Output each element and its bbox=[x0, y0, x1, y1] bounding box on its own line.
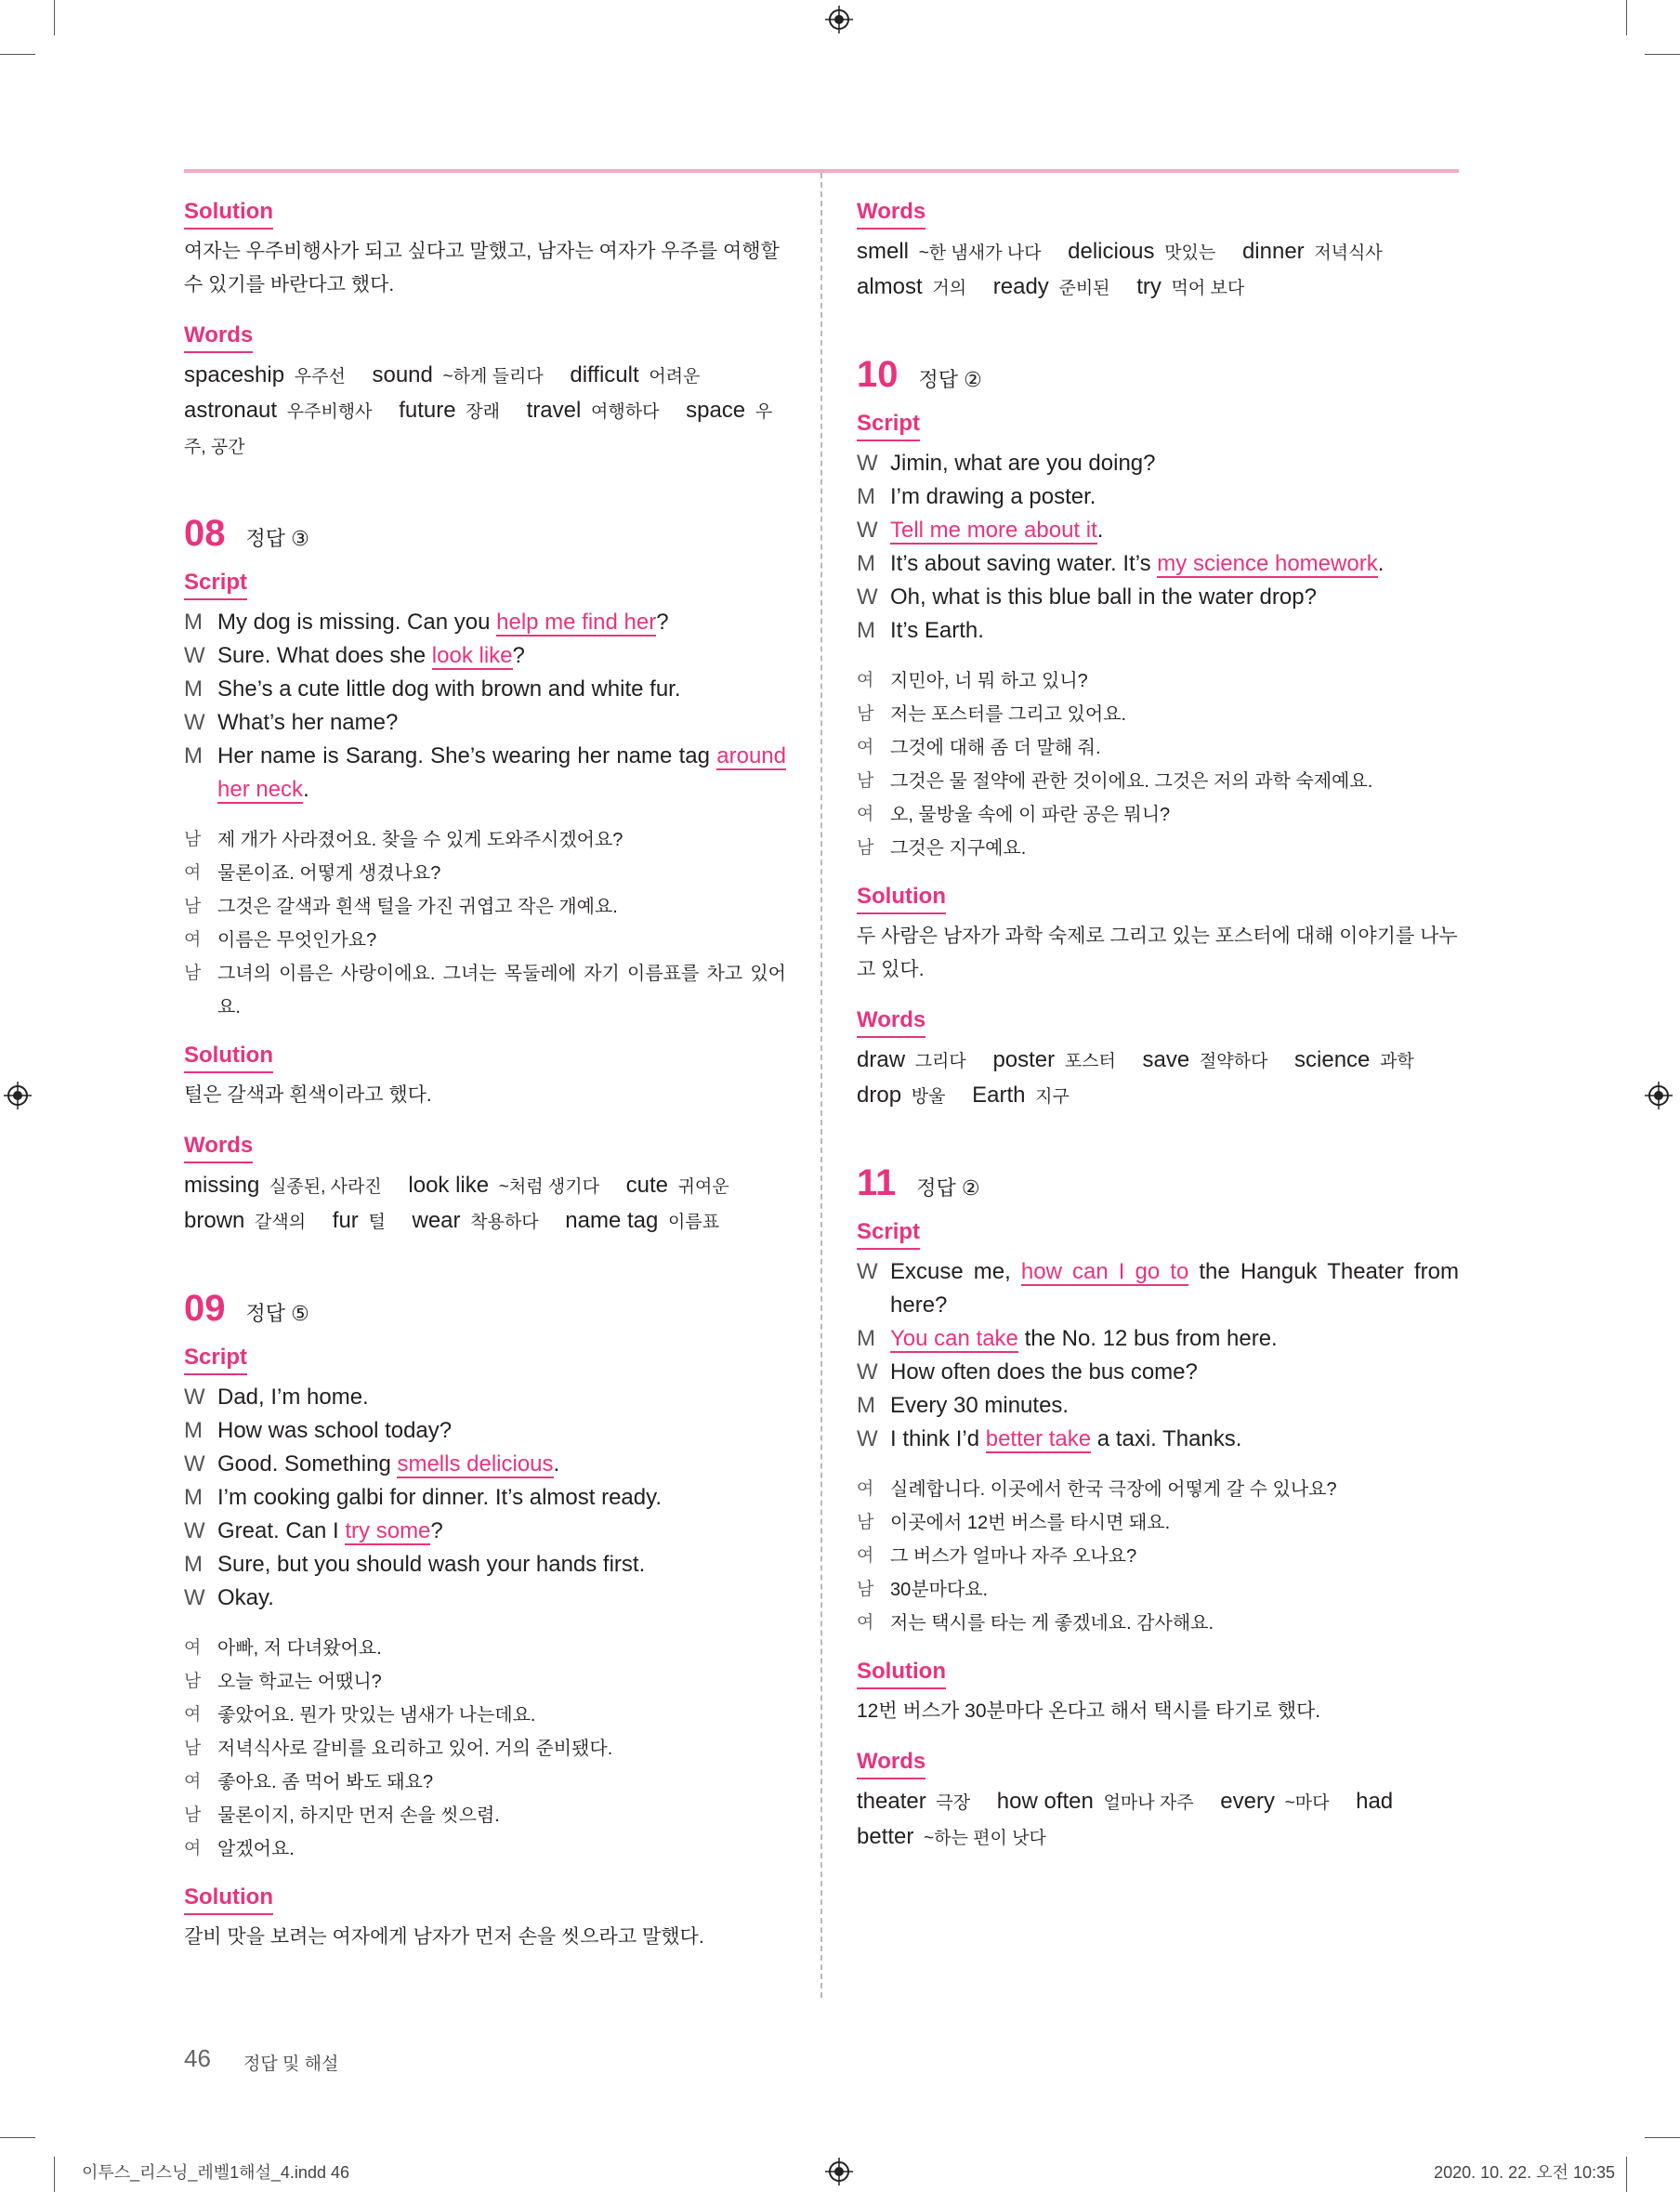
speaker: 여 bbox=[857, 805, 874, 824]
word-ko: 먹어 보다 bbox=[1171, 279, 1245, 298]
script-text: Great. Can I try some? bbox=[217, 1518, 443, 1543]
script-text: Sure. What does she look like? bbox=[217, 643, 525, 668]
translation-text: 물론이죠. 어떻게 생겼나요? bbox=[217, 863, 441, 884]
speaker: 남 bbox=[857, 771, 874, 791]
highlight-phrase: You can take bbox=[890, 1326, 1018, 1351]
translation bbox=[184, 1632, 786, 1866]
translation-text: 실례합니다. 이곳에서 한국 극장에 어떻게 갈 수 있나요? bbox=[890, 1479, 1337, 1500]
speaker: 여 bbox=[857, 671, 874, 690]
script-line bbox=[857, 614, 1459, 648]
registration-mark-icon bbox=[4, 1082, 32, 1109]
question-number: 11 bbox=[857, 1162, 897, 1203]
translation-text: 이곳에서 12번 버스를 타시면 돼요. bbox=[890, 1513, 1171, 1533]
translation-text: 그것은 물 절약에 관한 것이에요. 그것은 저의 과학 숙제예요. bbox=[890, 771, 1373, 792]
highlight-phrase: how can I go to bbox=[1020, 1259, 1189, 1284]
word-en: brown bbox=[184, 1208, 245, 1233]
word-en: spaceship bbox=[184, 362, 285, 387]
script-text: Excuse me, how can I go to the Hanguk Theater from here? bbox=[890, 1259, 1459, 1318]
word-en: missing bbox=[184, 1173, 260, 1198]
highlight-phrase: try some bbox=[345, 1518, 431, 1543]
highlight-phrase: smells delicious bbox=[397, 1451, 554, 1477]
script-line bbox=[184, 1414, 786, 1448]
word-ko: 우주비행사 bbox=[286, 402, 373, 422]
word-en: ready bbox=[992, 274, 1049, 299]
answer-key: 정답 ③ bbox=[245, 527, 309, 550]
word-list bbox=[184, 1169, 786, 1240]
word-ko: 방울 bbox=[911, 1087, 946, 1107]
translation-text: 그 버스가 얼마나 자주 오나요? bbox=[890, 1546, 1137, 1567]
speaker: 여 bbox=[184, 1839, 202, 1858]
words-label: Words bbox=[184, 321, 253, 353]
translation-line bbox=[184, 1765, 786, 1799]
word-ko: ~하게 들리다 bbox=[442, 367, 544, 387]
word-en: almost bbox=[857, 274, 923, 299]
solution-label: Solution bbox=[857, 882, 946, 914]
translation-text: 제 개가 사라졌어요. 찾을 수 있게 도와주시겠어요? bbox=[217, 830, 623, 850]
translation-text: 그것은 갈색과 흰색 털을 가진 귀엽고 작은 개예요. bbox=[217, 897, 618, 917]
translation-text: 그것에 대해 좀 더 말해 줘. bbox=[890, 738, 1101, 758]
script-text: Every 30 minutes. bbox=[890, 1393, 1070, 1418]
crop-mark bbox=[0, 2137, 35, 2138]
words-label: Words bbox=[857, 1747, 925, 1779]
translation-text: 저녁식사로 갈비를 요리하고 있어. 거의 준비됐다. bbox=[217, 1739, 613, 1759]
translation-text: 좋았어요. 뭔가 맛있는 냄새가 나는데요. bbox=[217, 1705, 536, 1726]
script-line bbox=[857, 447, 1459, 480]
crop-mark bbox=[1626, 0, 1627, 35]
translation-line bbox=[184, 1732, 786, 1765]
crop-mark bbox=[54, 0, 55, 35]
question-header bbox=[184, 1288, 786, 1330]
question-number: 08 bbox=[184, 513, 226, 554]
word-en: astronaut bbox=[184, 398, 278, 423]
speaker: 남 bbox=[184, 1672, 202, 1691]
speaker: 여 bbox=[184, 863, 202, 883]
translation-line bbox=[857, 1607, 1459, 1640]
translation-line bbox=[184, 924, 786, 957]
word-en: difficult bbox=[570, 362, 639, 387]
speaker: W bbox=[184, 710, 205, 735]
speaker: 여 bbox=[857, 738, 874, 757]
question-header bbox=[857, 1162, 1459, 1204]
script-text: Jimin, what are you doing? bbox=[890, 451, 1156, 476]
left-column bbox=[184, 197, 786, 1973]
registration-mark-icon bbox=[825, 6, 853, 33]
solution-text: 두 사람은 남자가 과학 숙제로 그리고 있는 포스터에 대해 이야기를 나누고 있다. bbox=[857, 925, 1458, 980]
script-text: I’m drawing a poster. bbox=[890, 484, 1096, 509]
translation-line bbox=[184, 857, 786, 890]
speaker: W bbox=[857, 518, 878, 543]
script-text: It’s Earth. bbox=[890, 618, 984, 643]
word-en: science bbox=[1294, 1047, 1371, 1072]
word-ko: 귀여운 bbox=[677, 1177, 729, 1197]
crop-mark bbox=[0, 54, 35, 55]
word-ko: ~마다 bbox=[1284, 1793, 1330, 1813]
script-text: Oh, what is this blue ball in the water drop? bbox=[890, 584, 1317, 610]
word-ko: 저녁식사 bbox=[1314, 243, 1383, 263]
word-ko: 극장 bbox=[936, 1793, 971, 1813]
script-line bbox=[184, 639, 786, 673]
script-text: She’s a cute little dog with brown and white fur. bbox=[217, 676, 681, 702]
word-en: sound bbox=[372, 362, 433, 387]
slug-file: 이투스_리스닝_레벨1해설_4.indd 46 bbox=[82, 2163, 349, 2182]
question-number: 09 bbox=[184, 1288, 226, 1329]
answer-key: 정답 ⑤ bbox=[245, 1302, 309, 1325]
column-divider bbox=[820, 173, 822, 1998]
translation-text: 오늘 학교는 어땠니? bbox=[217, 1672, 382, 1692]
script-text: It’s about saving water. It’s my science homework. bbox=[890, 551, 1385, 576]
speaker: 여 bbox=[184, 930, 202, 950]
word-list bbox=[857, 235, 1459, 306]
word-en: how often bbox=[996, 1789, 1094, 1814]
word-en: try bbox=[1136, 274, 1162, 299]
script-label: Script bbox=[857, 409, 920, 441]
question-header bbox=[184, 513, 786, 555]
word-ko: 어려운 bbox=[649, 367, 701, 387]
translation-text: 물론이지, 하지만 먼저 손을 씻으렴. bbox=[217, 1805, 500, 1826]
script-line bbox=[184, 606, 786, 639]
word-list bbox=[184, 359, 786, 465]
speaker: 여 bbox=[857, 1479, 874, 1499]
script-line bbox=[184, 740, 786, 807]
speaker: W bbox=[857, 451, 878, 476]
word-ko: 맛있는 bbox=[1164, 243, 1216, 263]
script-line bbox=[184, 673, 786, 706]
word-en: fur bbox=[332, 1208, 359, 1233]
script-text: Tell me more about it. bbox=[890, 518, 1104, 543]
solution-text: 갈비 맛을 보려는 여자에게 남자가 먼저 손을 씻으라고 말했다. bbox=[184, 1926, 704, 1948]
translation-line bbox=[857, 664, 1459, 698]
speaker: 남 bbox=[184, 830, 202, 849]
translation-line bbox=[857, 731, 1459, 765]
solution-label: Solution bbox=[184, 197, 273, 230]
word-ko: 장래 bbox=[466, 402, 500, 422]
speaker: 여 bbox=[184, 1772, 202, 1792]
crop-mark bbox=[1645, 54, 1680, 55]
speaker: M bbox=[857, 551, 875, 576]
footer-title: 정답 및 해설 bbox=[243, 2054, 339, 2074]
word-ko: 갈색의 bbox=[255, 1213, 307, 1232]
script-line bbox=[857, 1423, 1459, 1456]
solution-text: 12번 버스가 30분마다 온다고 해서 택시를 타기로 했다. bbox=[857, 1700, 1321, 1722]
question-number: 10 bbox=[857, 354, 899, 395]
script-text: How was school today? bbox=[217, 1418, 453, 1443]
script-text: Okay. bbox=[217, 1585, 274, 1610]
word-ko: 이름표 bbox=[668, 1213, 720, 1232]
script-line bbox=[857, 480, 1459, 514]
script-line bbox=[857, 1322, 1459, 1356]
translation bbox=[857, 1473, 1459, 1640]
crop-mark bbox=[54, 2157, 55, 2192]
script-text: You can take the No. 12 bus from here. bbox=[890, 1326, 1278, 1351]
crop-mark bbox=[1645, 2137, 1680, 2138]
highlight-phrase: better take bbox=[985, 1426, 1092, 1451]
translation-text: 30분마다요. bbox=[890, 1580, 989, 1600]
answer-key: 정답 ② bbox=[918, 368, 982, 391]
speaker: M bbox=[857, 618, 875, 643]
translation-text: 좋아요. 좀 먹어 봐도 돼요? bbox=[217, 1772, 434, 1792]
script-text: Her name is Sarang. She’s wearing her name tag around her neck. bbox=[217, 743, 786, 802]
translation-line bbox=[184, 1699, 786, 1732]
speaker: M bbox=[857, 1326, 875, 1351]
word-en: future bbox=[399, 398, 456, 423]
speaker: 남 bbox=[857, 1580, 874, 1599]
highlight-phrase: look like bbox=[431, 643, 513, 668]
translation-line bbox=[857, 798, 1459, 832]
solution-label: Solution bbox=[184, 1883, 273, 1915]
page-number: 46 bbox=[184, 2044, 211, 2072]
speaker: 남 bbox=[184, 1739, 202, 1758]
word-ko: ~하는 편이 낫다 bbox=[924, 1829, 1046, 1848]
words-label: Words bbox=[184, 1131, 253, 1163]
word-list bbox=[857, 1785, 1459, 1856]
words-label: Words bbox=[857, 197, 925, 230]
translation-line bbox=[184, 890, 786, 924]
script-label: Script bbox=[184, 1343, 247, 1375]
speaker: M bbox=[184, 676, 203, 702]
solution-label: Solution bbox=[184, 1041, 273, 1073]
translation-line bbox=[184, 1799, 786, 1832]
script bbox=[857, 1255, 1459, 1456]
translation-line bbox=[857, 832, 1459, 865]
speaker: 남 bbox=[857, 838, 874, 858]
highlight-phrase: Tell me more about it bbox=[890, 518, 1097, 543]
word-en: poster bbox=[992, 1047, 1056, 1072]
speaker: M bbox=[184, 743, 203, 768]
word-en: wear bbox=[412, 1208, 461, 1233]
translation-line bbox=[184, 1832, 786, 1866]
script-line bbox=[184, 706, 786, 740]
word-en: theater bbox=[857, 1789, 926, 1814]
script-line bbox=[857, 581, 1459, 614]
word-ko: 털 bbox=[368, 1213, 386, 1232]
speaker: W bbox=[184, 643, 205, 668]
translation bbox=[184, 823, 786, 1024]
translation-line bbox=[857, 1506, 1459, 1540]
translation-text: 오, 물방울 속에 이 파란 공은 뭐니? bbox=[890, 805, 1171, 825]
translation-line bbox=[184, 957, 786, 1024]
script-line bbox=[184, 1582, 786, 1615]
question-header bbox=[857, 354, 1459, 396]
word-ko: 여행하다 bbox=[591, 402, 660, 422]
word-ko: ~한 냄새가 나다 bbox=[918, 243, 1042, 263]
translation-text: 알겠어요. bbox=[217, 1839, 295, 1859]
translation-line bbox=[857, 1573, 1459, 1607]
speaker: W bbox=[857, 1259, 878, 1284]
translation-line bbox=[184, 823, 786, 857]
script-text: Dad, I’m home. bbox=[217, 1385, 369, 1410]
word-en: every bbox=[1220, 1789, 1275, 1814]
script-line bbox=[184, 1381, 786, 1414]
q07-words-section bbox=[184, 321, 786, 465]
answer-key: 정답 ② bbox=[916, 1176, 980, 1200]
script-text: Good. Something smells delicious. bbox=[217, 1451, 560, 1477]
script-line bbox=[184, 1448, 786, 1481]
script-line bbox=[184, 1548, 786, 1582]
question-10 bbox=[857, 354, 1459, 1114]
script-label: Script bbox=[857, 1217, 920, 1250]
script-line bbox=[857, 1356, 1459, 1389]
speaker: W bbox=[184, 1385, 205, 1410]
script bbox=[184, 606, 786, 807]
speaker: M bbox=[184, 610, 203, 635]
translation-text: 그것은 지구예요. bbox=[890, 838, 1027, 859]
word-ko: 착용하다 bbox=[470, 1213, 539, 1232]
translation-line bbox=[857, 1540, 1459, 1573]
highlight-phrase: my science homework bbox=[1157, 551, 1378, 576]
speaker: W bbox=[857, 584, 878, 610]
speaker: 남 bbox=[857, 1513, 874, 1532]
translation-text: 이름은 무엇인가요? bbox=[217, 930, 377, 951]
highlight-phrase: around her neck bbox=[217, 743, 786, 802]
translation-text: 아빠, 저 다녀왔어요. bbox=[217, 1638, 382, 1659]
script-text: Sure, but you should wash your hands first. bbox=[217, 1552, 646, 1577]
script-line bbox=[857, 514, 1459, 547]
question-09 bbox=[184, 1288, 786, 1954]
script-line bbox=[857, 547, 1459, 581]
word-ko: 과학 bbox=[1380, 1052, 1414, 1071]
speaker: 여 bbox=[857, 1546, 874, 1566]
word-list bbox=[857, 1043, 1459, 1114]
script bbox=[184, 1381, 786, 1615]
speaker: W bbox=[184, 1585, 205, 1610]
crop-mark bbox=[1626, 2157, 1627, 2192]
word-ko: 우주, 공간 bbox=[184, 402, 773, 457]
word-en: delicious bbox=[1068, 239, 1155, 264]
script-text: My dog is missing. Can you help me find her? bbox=[217, 610, 669, 635]
script-text: I think I’d better take a taxi. Thanks. bbox=[890, 1426, 1242, 1451]
script-text: I’m cooking galbi for dinner. It’s almost ready. bbox=[217, 1485, 663, 1510]
script-line bbox=[857, 1389, 1459, 1423]
speaker: M bbox=[857, 1393, 875, 1418]
speaker: W bbox=[184, 1518, 205, 1543]
word-ko: ~처럼 생기다 bbox=[498, 1177, 599, 1197]
word-ko: 거의 bbox=[932, 279, 967, 298]
script-line bbox=[184, 1515, 786, 1548]
speaker: 여 bbox=[184, 1638, 202, 1658]
speaker: 남 bbox=[184, 1805, 202, 1825]
script-label: Script bbox=[184, 568, 247, 600]
script-text: How often does the bus come? bbox=[890, 1359, 1198, 1385]
word-en: dinner bbox=[1241, 239, 1305, 264]
solution-label: Solution bbox=[857, 1657, 946, 1689]
word-en: look like bbox=[408, 1173, 490, 1198]
translation-text: 그녀의 이름은 사랑이에요. 그녀는 목둘레에 자기 이름표를 차고 있어요. bbox=[217, 964, 786, 1017]
words-label: Words bbox=[857, 1005, 925, 1038]
word-en: Earth bbox=[972, 1083, 1026, 1108]
word-ko: 포스터 bbox=[1064, 1052, 1116, 1071]
registration-mark-icon bbox=[1645, 1082, 1673, 1109]
translation-line bbox=[857, 1473, 1459, 1506]
speaker: 남 bbox=[184, 964, 202, 983]
word-ko: 절약하다 bbox=[1199, 1052, 1268, 1071]
word-en: save bbox=[1142, 1047, 1190, 1072]
word-en: space bbox=[686, 398, 746, 423]
solution-text: 여자는 우주비행사가 되고 싶다고 말했고, 남자는 여자가 우주를 여행할 수 있기를 바란다고 했다. bbox=[184, 241, 780, 295]
script-line bbox=[857, 1255, 1459, 1322]
speaker: W bbox=[857, 1426, 878, 1451]
right-column bbox=[857, 197, 1459, 1874]
word-ko: 준비된 bbox=[1058, 279, 1110, 298]
translation-text: 저는 택시를 타는 게 좋겠네요. 감사해요. bbox=[890, 1613, 1214, 1634]
speaker: M bbox=[184, 1485, 203, 1510]
word-ko: 실종된, 사라진 bbox=[269, 1177, 382, 1197]
speaker: W bbox=[857, 1359, 878, 1385]
script-line bbox=[184, 1481, 786, 1515]
slug-date: 2020. 10. 22. 오전 10:35 bbox=[1434, 2163, 1615, 2182]
q07-solution-section bbox=[184, 197, 786, 302]
script-text: What’s her name? bbox=[217, 710, 399, 735]
q09-words-section bbox=[857, 197, 1459, 306]
question-08 bbox=[184, 513, 786, 1240]
word-ko: 지구 bbox=[1035, 1087, 1070, 1107]
speaker: 남 bbox=[857, 704, 874, 724]
solution-text: 털은 갈색과 흰색이라고 했다. bbox=[184, 1084, 432, 1106]
script bbox=[857, 447, 1459, 648]
translation-line bbox=[857, 698, 1459, 731]
word-en: drop bbox=[857, 1083, 902, 1108]
word-en: name tag bbox=[565, 1208, 659, 1233]
speaker: W bbox=[184, 1451, 205, 1477]
translation-text: 저는 포스터를 그리고 있어요. bbox=[890, 704, 1127, 725]
translation bbox=[857, 664, 1459, 865]
speaker: 남 bbox=[184, 897, 202, 916]
word-en: travel bbox=[526, 398, 582, 423]
translation-line bbox=[857, 765, 1459, 798]
word-en: draw bbox=[857, 1047, 906, 1072]
translation-text: 지민아, 너 뭐 하고 있니? bbox=[890, 671, 1088, 691]
word-en: had better bbox=[857, 1789, 1394, 1849]
word-en: cute bbox=[625, 1173, 668, 1198]
speaker: M bbox=[857, 484, 875, 509]
word-ko: 우주선 bbox=[294, 367, 346, 387]
word-en: smell bbox=[857, 239, 910, 264]
question-11 bbox=[857, 1162, 1459, 1856]
translation-line bbox=[184, 1665, 786, 1699]
word-ko: 얼마나 자주 bbox=[1103, 1793, 1194, 1813]
speaker: M bbox=[184, 1552, 203, 1577]
speaker: M bbox=[184, 1418, 203, 1443]
registration-mark-icon bbox=[825, 2158, 853, 2185]
translation-line bbox=[184, 1632, 786, 1665]
word-ko: 그리다 bbox=[914, 1052, 966, 1071]
speaker: 여 bbox=[857, 1613, 874, 1633]
highlight-phrase: help me find her bbox=[496, 610, 657, 635]
speaker: 여 bbox=[184, 1705, 202, 1725]
